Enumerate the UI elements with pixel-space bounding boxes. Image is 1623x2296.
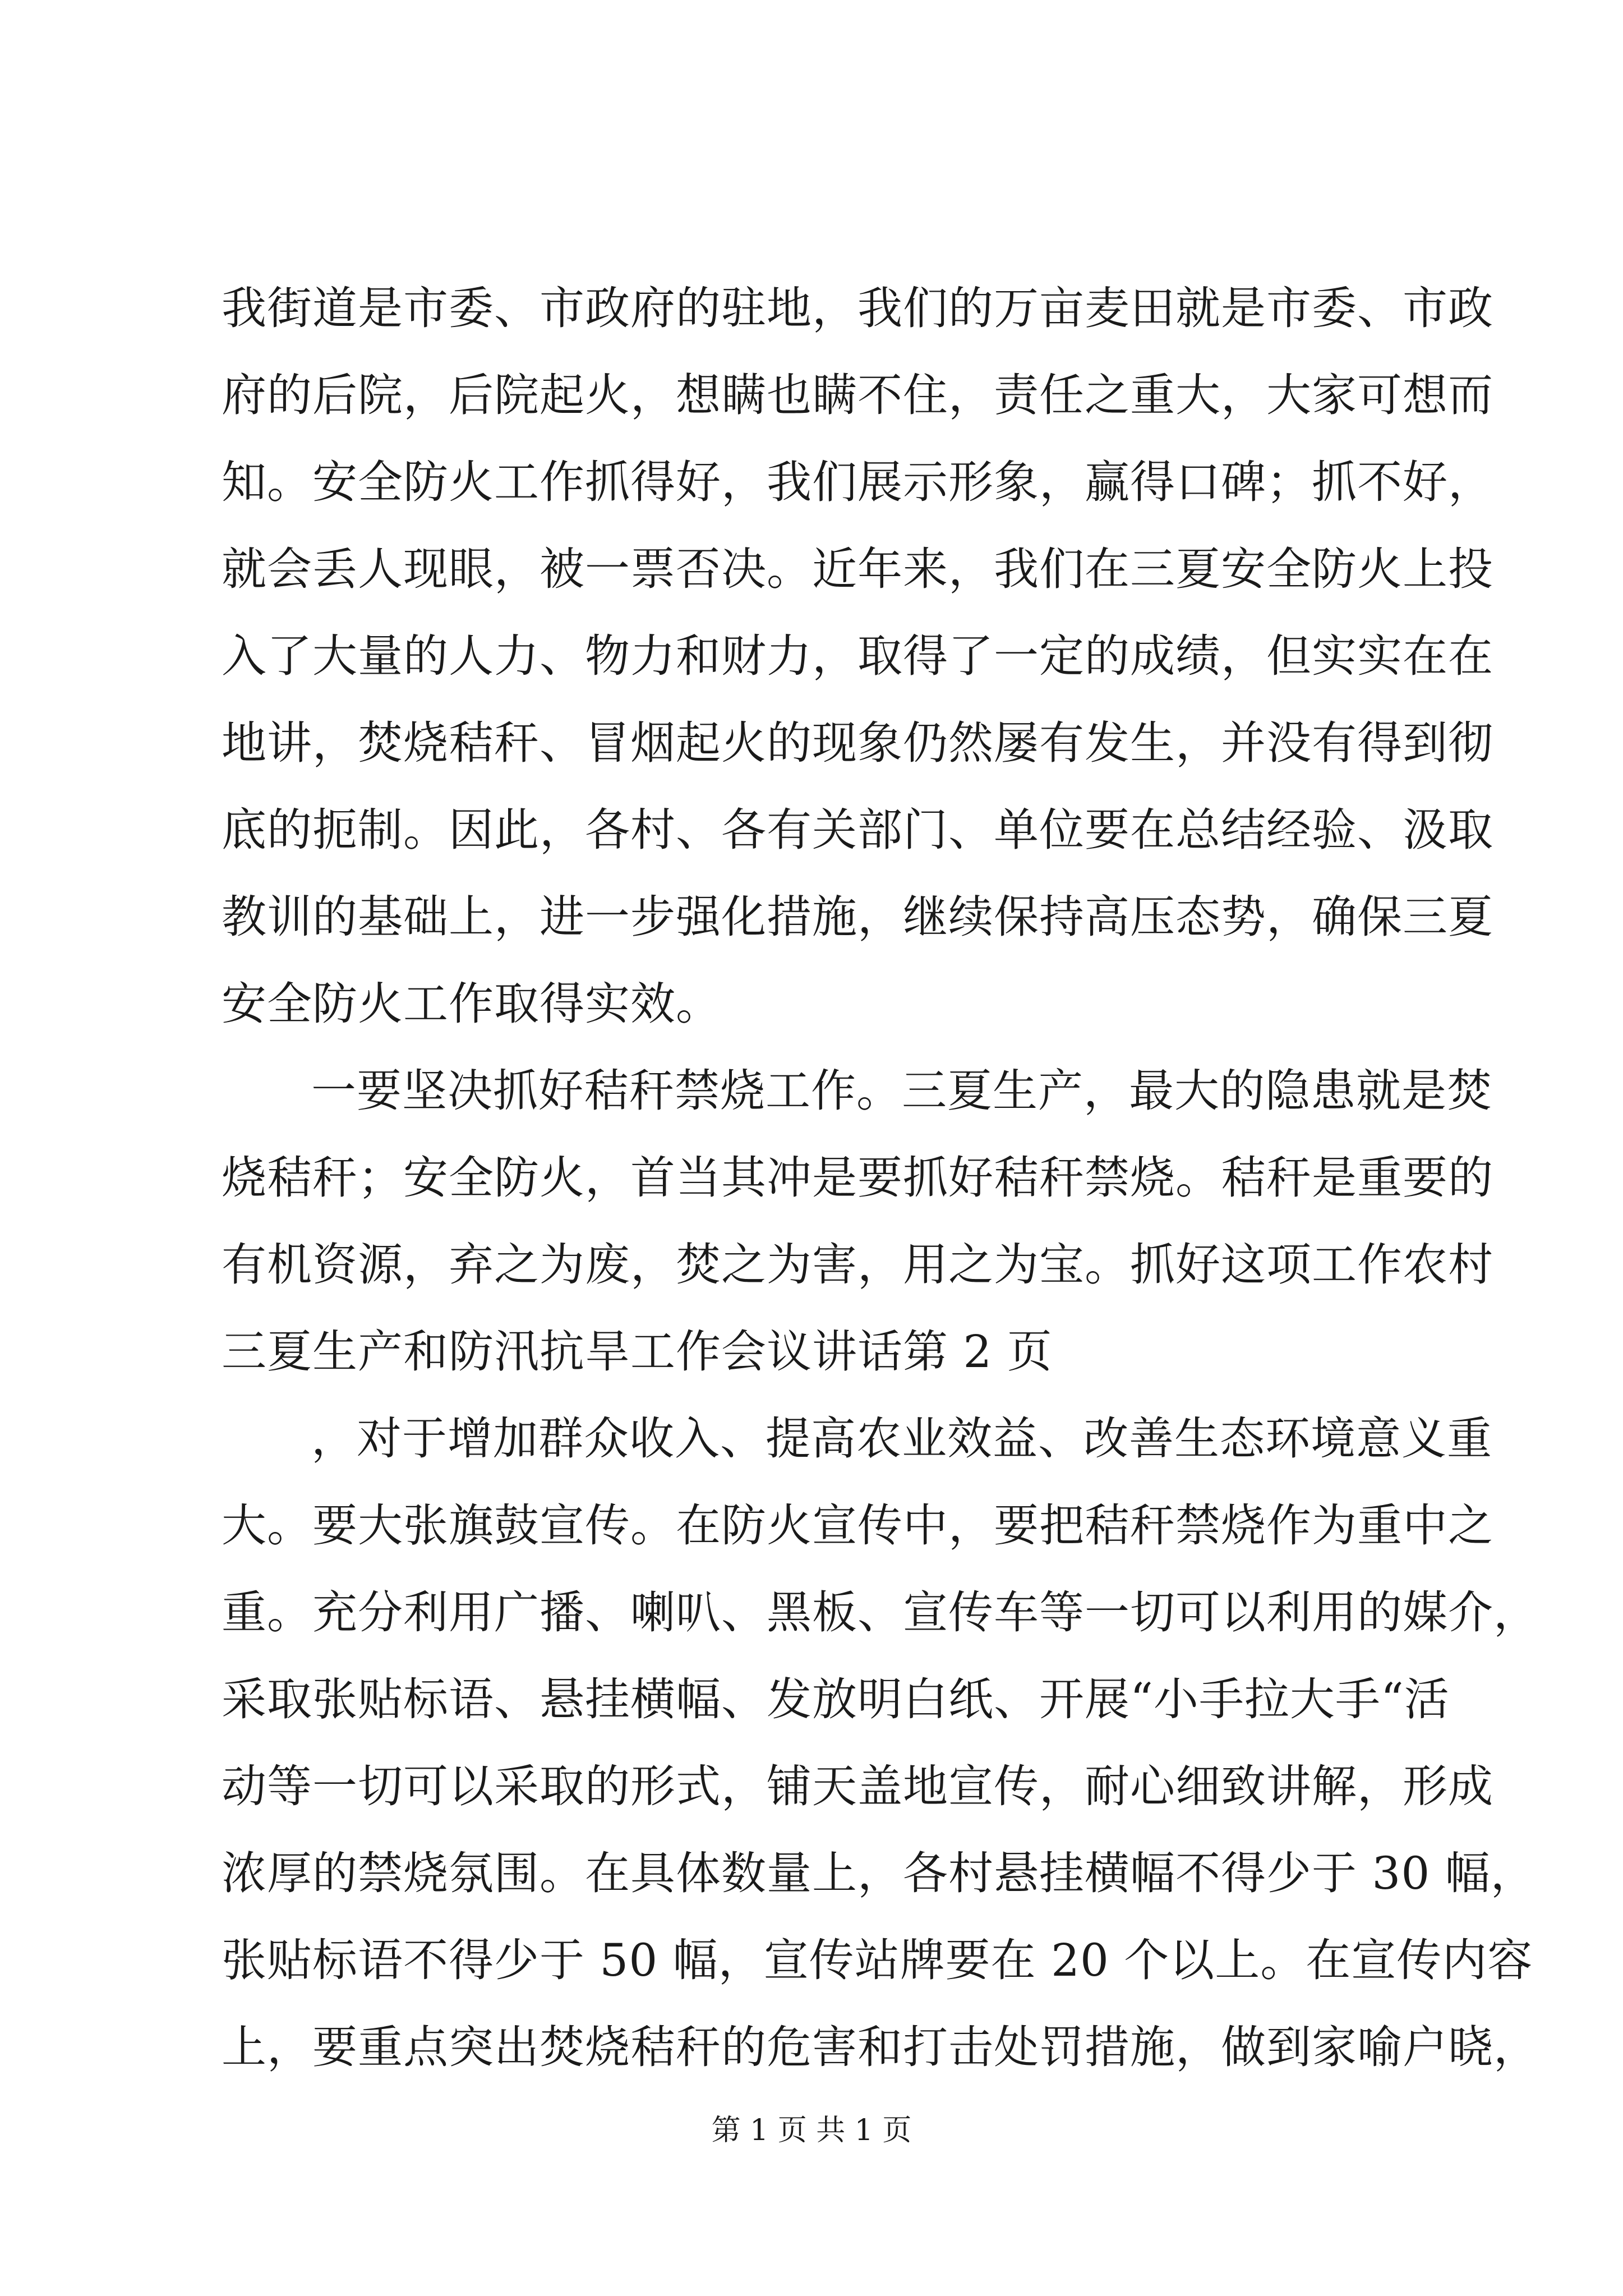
text-line: 上，要重点突出焚烧秸秆的危害和打击处罚措施，做到家喻户晓， <box>222 2021 1539 2073</box>
text-line: 我街道是市委、市政府的驻地，我们的万亩麦田就是市委、市政 <box>222 282 1493 334</box>
text-line: 知。安全防火工作抓得好，我们展示形象，赢得口碑；抓不好， <box>222 456 1493 508</box>
text-line: 安全防火工作取得实效。 <box>222 978 721 1030</box>
text-line: 三夏生产和防汛抗旱工作会议讲话第 2 页 <box>222 1326 1053 1378</box>
text-line: 浓厚的禁烧氛围。在具体数量上，各村悬挂横幅不得少于 30 幅， <box>222 1847 1536 1899</box>
text-line: ，对于增加群众收入、提高农业效益、改善生态环境意义重 <box>311 1412 1492 1465</box>
text-line: 教训的基础上，进一步强化措施，继续保持高压态势，确保三夏 <box>222 891 1493 943</box>
text-line: 就会丢人现眼，被一票否决。近年来，我们在三夏安全防火上投 <box>222 543 1493 595</box>
text-line: 一要坚决抓好秸秆禁烧工作。三夏生产，最大的隐患就是焚 <box>311 1065 1492 1117</box>
text-line: 动等一切可以采取的形式，铺天盖地宣传，耐心细致讲解，形成 <box>222 1760 1493 1812</box>
text-line: 府的后院，后院起火，想瞒也瞒不住，责任之重大，大家可想而 <box>222 369 1493 421</box>
text-line: 重。充分利用广播、喇叭、黑板、宣传车等一切可以利用的媒介， <box>222 1586 1539 1639</box>
text-line: 入了大量的人力、物力和财力，取得了一定的成绩，但实实在在 <box>222 630 1493 682</box>
body-text <box>222 265 1539 2091</box>
text-line: 底的扼制。因此，各村、各有关部门、单位要在总结经验、汲取 <box>222 804 1493 856</box>
text-line: 有机资源，弃之为废，焚之为害，用之为宝。抓好这项工作农村 <box>222 1239 1493 1291</box>
text-line: 张贴标语不得少于 50 幅，宣传站牌要在 20 个以上。在宣传内容 <box>222 1934 1533 1986</box>
text-line: 采取张贴标语、悬挂横幅、发放明白纸、开展“小手拉大手“活 <box>222 1673 1450 1726</box>
page-footer: 第 1 页 共 1 页 <box>711 2114 912 2147</box>
text-line: 烧秸秆；安全防火，首当其冲是要抓好秸秆禁烧。秸秆是重要的 <box>222 1152 1493 1204</box>
text-line: 地讲，焚烧秸秆、冒烟起火的现象仍然屡有发生，并没有得到彻 <box>222 717 1493 769</box>
text-line: 大。要大张旗鼓宣传。在防火宣传中，要把秸秆禁烧作为重中之 <box>222 1499 1493 1552</box>
